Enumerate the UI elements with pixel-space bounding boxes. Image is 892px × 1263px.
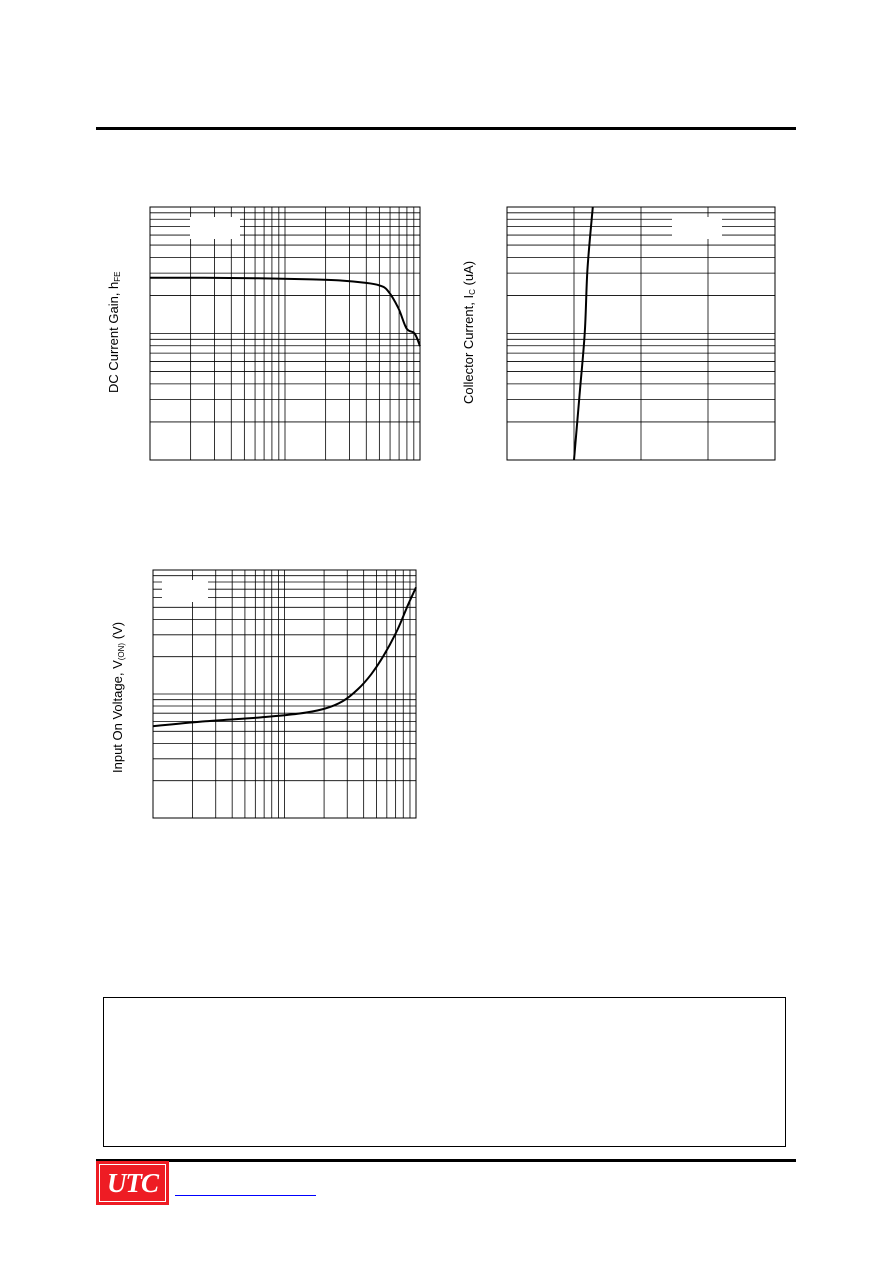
ic-chart-legend-box [672,217,722,239]
website-link-underline[interactable] [175,1195,316,1196]
von-chart-ylabel: Input On Voltage, $V_{(ON)}$ (V) [110,621,126,773]
utc-logo [96,1161,169,1205]
footer-rule [96,1159,796,1162]
notice-box [103,997,786,1147]
hfe-chart-ylabel: DC Current Gain, $h_{FE}$ [106,271,122,393]
hfe-chart-legend-box [190,217,240,239]
ic-chart-ylabel: Collector Current, $I_C$ (uA) [461,260,477,404]
von-chart-legend-box [162,580,208,602]
utc-logo-text: UTC [107,1167,158,1198]
